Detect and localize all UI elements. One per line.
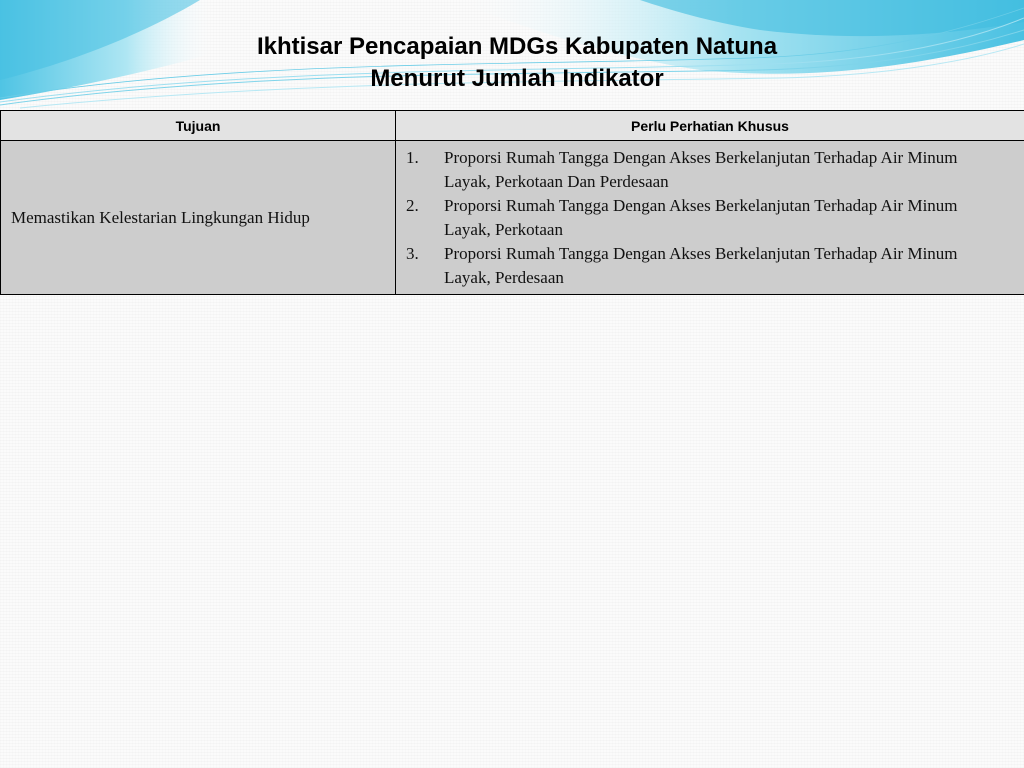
goal-cell: Memastikan Kelestarian Lingkungan Hidup — [1, 141, 396, 295]
slide-title — [0, 31, 1024, 95]
list-item-text: Proporsi Rumah Tangga Dengan Akses Berkelanjutan Terhadap Air Minum Layak, Perdesaan — [444, 243, 958, 287]
list-item — [406, 146, 1024, 194]
attention-items-cell — [396, 141, 1024, 295]
header-perlu-perhatian-khusus: Perlu Perhatian Khusus — [396, 111, 1024, 141]
list-item — [406, 242, 1024, 290]
title-line-2: Menurut Jumlah Indikator — [370, 65, 664, 92]
list-item-number: 3. — [406, 243, 419, 263]
mdgs-table-container — [0, 110, 1024, 295]
title-line-1: Ikhtisar Pencapaian MDGs Kabupaten Natuna — [256, 33, 778, 60]
list-item-text: Proporsi Rumah Tangga Dengan Akses Berkelanjutan Terhadap Air Minum Layak, Perkotaan Dan Perdesaan — [444, 147, 958, 191]
mdgs-table — [0, 110, 1024, 295]
list-item — [406, 194, 1024, 242]
list-item-number: 2. — [406, 195, 419, 215]
table-header-row — [1, 111, 1024, 141]
header-tujuan: Tujuan — [1, 111, 396, 141]
table-row — [1, 141, 1024, 295]
attention-item-list — [396, 146, 1024, 290]
list-item-text: Proporsi Rumah Tangga Dengan Akses Berkelanjutan Terhadap Air Minum Layak, Perkotaan — [444, 195, 958, 239]
list-item-number: 1. — [406, 147, 419, 167]
